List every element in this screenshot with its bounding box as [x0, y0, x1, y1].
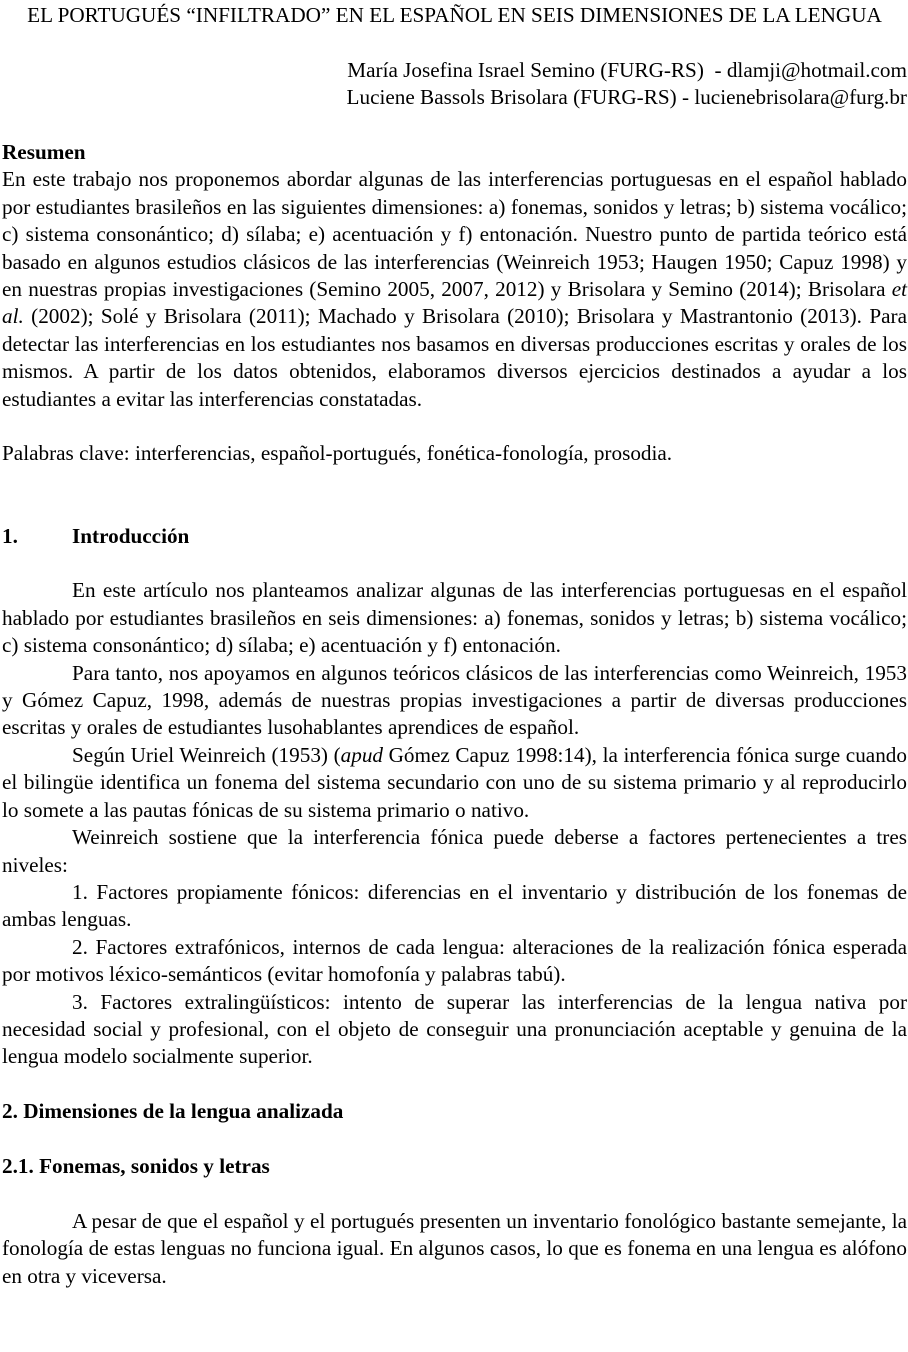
- section-title: Introducción: [72, 523, 190, 548]
- abstract-text-part: En este trabajo nos proponemos abordar algunas de las interferencias portuguesas en el español hablado por estudiantes brasileños en las siguientes dimensiones: a) fonemas, sonidos y letras; b) sistema vocálico; c) sistema consonántico; d) sílaba; e) acentuación y f) entonación. Nuestro punto de partida teórico está basado en algunos estudios clásicos de las interferencias (Weinreich 1953; Haugen 1950; Capuz 1998) y en nuestras propias investigaciones (Semino 2005, 2007, 2012) y Brisolara y Semino (2014); Brisolara: [2, 167, 907, 302]
- body-paragraph: Para tanto, nos apoyamos en algunos teóricos clásicos de las interferencias como Weinreich, 1953 y Gómez Capuz, 1998, además de nuestras propias investigaciones a partir de diversas producciones escritas y orales de estudiantes lusohablantes aprendices de español.: [2, 660, 907, 740]
- section-heading: [2, 523, 907, 550]
- body-text-italic: apud: [340, 742, 384, 767]
- body-text-part: Según Uriel Weinreich (1953) (: [72, 742, 341, 767]
- body-paragraph: A pesar de que el español y el portugués presenten un inventario fonológico bastante semejante, la fonología de estas lenguas no funciona igual. En algunos casos, lo que es fonema en una lengua es alófono en otra y viceversa.: [2, 1208, 907, 1288]
- body-paragraph: 1. Factores propiamente fónicos: diferencias en el inventario y distribución de los fonemas de ambas lenguas.: [2, 879, 907, 932]
- section-heading: 2. Dimensiones de la lengua analizada: [2, 1099, 344, 1124]
- spacer: [2, 1180, 907, 1207]
- spacer: [2, 29, 907, 56]
- body-paragraph: En este artículo nos planteamos analizar algunas de las interferencias portuguesas en el español hablado por estudiantes brasileños en seis dimensiones: a) fonemas, sonidos y letras; b) sistema vocálico; c) sistema consonántico; d) sílaba; e) acentuación y f) entonación.: [2, 578, 907, 658]
- body-paragraph: 3. Factores extralingüísticos: intento de superar las interferencias de la lengua nativa por necesidad social y profesional, con el objeto de conseguir una pronunciación aceptable y genuina de la lengua modelo socialmente superior.: [2, 989, 907, 1069]
- body-paragraph: [2, 742, 907, 824]
- body-paragraph: 2. Factores extrafónicos, internos de cada lengua: alteraciones de la realización fónica esperada por motivos léxico-semánticos (evitar homofonía y palabras tabú).: [2, 934, 907, 987]
- body-paragraph: Weinreich sostiene que la interferencia fónica puede deberse a factores pertenecientes a tres niveles:: [2, 825, 907, 877]
- spacer: [2, 468, 907, 523]
- abstract-text-italic: et al.: [2, 277, 907, 329]
- keywords: Palabras clave: interferencias, español-portugués, fonética-fonología, prosodia.: [2, 441, 673, 466]
- spacer: [2, 112, 907, 139]
- author-line: María Josefina Israel Semino (FURG-RS) - dlamji@hotmail.com: [347, 57, 907, 82]
- author-block: [2, 57, 907, 112]
- document-page: [2, 2, 907, 1290]
- spacer: [2, 1071, 907, 1098]
- abstract-text-part: (2002); Solé y Brisolara (2011); Machado y Brisolara (2010); Brisolara y Mastrantonio (2013). Para detectar las interferencias en los estudiantes nos basamos en diversas producciones escritas y orales de los mismos. A partir de los datos obtenidos, elaboramos diversos ejercicios destinados a ayudar a los estudiantes a evitar las interferencias constatadas.: [2, 304, 907, 411]
- spacer: [2, 550, 907, 577]
- body-text-part: Gómez Capuz 1998:14), la interferencia fónica surge cuando el bilingüe identifica un fonema del sistema secundario con uno de su sistema primario y al reproducirlo lo somete a las pautas fónicas de su sistema primario o nativo.: [2, 742, 907, 822]
- author-line: Luciene Bassols Brisolara (FURG-RS) - lucienebrisolara@furg.br: [346, 85, 907, 110]
- abstract-text: [2, 166, 907, 413]
- paper-title: EL PORTUGUÉS “INFILTRADO” EN EL ESPAÑOL EN SEIS DIMENSIONES DE LA LENGUA: [27, 3, 882, 27]
- abstract-heading: Resumen: [2, 140, 86, 164]
- subsection-heading: 2.1. Fonemas, sonidos y letras: [2, 1153, 270, 1178]
- section-number: 1.: [2, 523, 18, 548]
- spacer: [2, 413, 907, 440]
- spacer: [2, 1126, 907, 1153]
